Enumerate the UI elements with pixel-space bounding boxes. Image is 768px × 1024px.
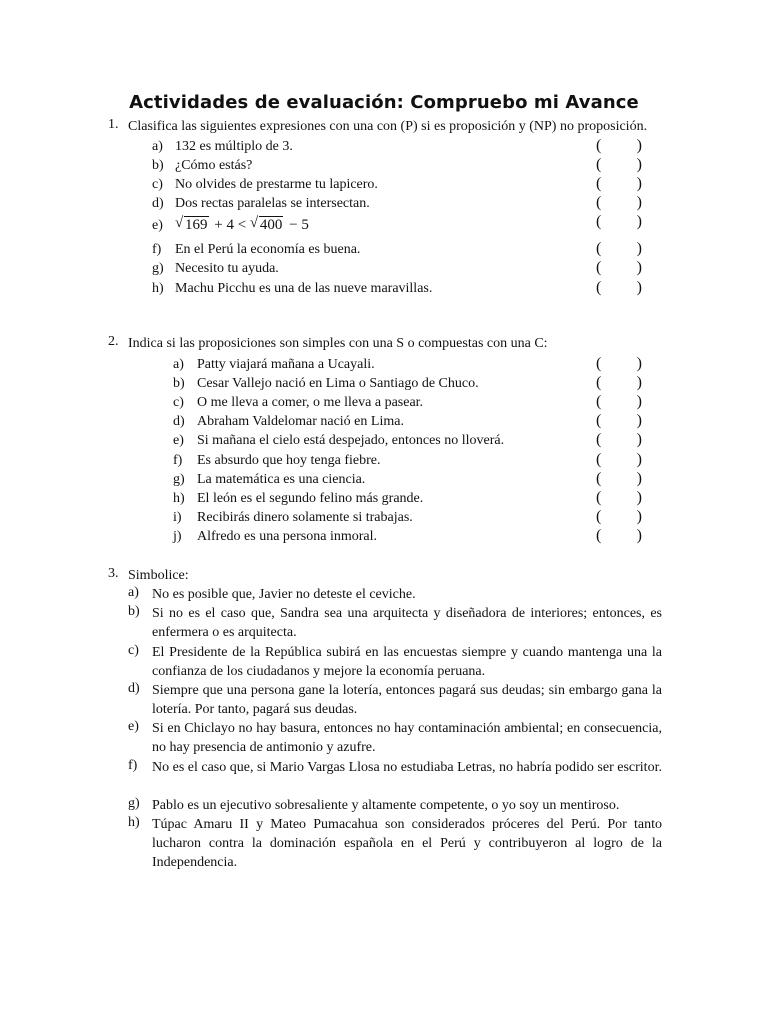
item-letter: d) (152, 196, 164, 211)
paren-open: ( (596, 156, 602, 173)
item-text: Recibirás dinero solamente si trabajas. (197, 510, 413, 525)
paren-close: ) (636, 412, 642, 429)
section-1-item (0, 137, 768, 156)
item-letter: f) (152, 242, 162, 257)
item-text: La matemática es una ciencia. (197, 472, 366, 487)
paren-close: ) (636, 355, 642, 372)
section-2-item (0, 393, 768, 412)
item-text: Alfredo es una persona inmoral. (197, 529, 377, 544)
item-text: Cesar Vallejo nació en Lima o Santiago de Chuco. (197, 376, 479, 391)
item-letter: h) (128, 815, 140, 830)
paren-open: ( (596, 393, 602, 410)
section-1-item (0, 156, 768, 175)
paren-open: ( (596, 374, 602, 391)
answer-parentheses[interactable] (596, 279, 642, 297)
item-text: Es absurdo que hoy tenga fiebre. (197, 453, 381, 468)
item-letter: h) (152, 281, 164, 296)
section-2-item (0, 451, 768, 470)
answer-parentheses[interactable] (596, 489, 642, 507)
paren-close: ) (636, 156, 642, 173)
sqrt-400 (250, 216, 284, 235)
answer-parentheses[interactable] (596, 194, 642, 212)
paren-open: ( (596, 527, 602, 544)
item-letter: i) (173, 510, 182, 525)
item-letter: j) (173, 529, 182, 544)
section-1-item (0, 259, 768, 278)
section-1-item (0, 216, 768, 235)
item-letter: e) (173, 433, 184, 448)
section-3-item-text: Si no es el caso que, Sandra sea una arquitecta y diseñadora de interiores; entonces, es enfermera o es arquitecta. (152, 606, 662, 641)
paren-open: ( (596, 137, 602, 154)
item-letter: a) (128, 585, 139, 600)
answer-parentheses[interactable] (596, 156, 642, 174)
item-text: ¿Cómo estás? (175, 158, 253, 173)
item-text: Patty viajará mañana a Ucayali. (197, 357, 375, 372)
paren-close: ) (636, 470, 642, 487)
paren-open: ( (596, 431, 602, 448)
item-letter: g) (128, 796, 140, 811)
paren-close: ) (636, 194, 642, 211)
paren-close: ) (636, 374, 642, 391)
section-2-item (0, 489, 768, 508)
paren-open: ( (596, 279, 602, 296)
answer-parentheses[interactable] (596, 137, 642, 155)
item-text: No olvides de prestarme tu lapicero. (175, 177, 378, 192)
item-letter: h) (173, 491, 185, 506)
section-2-item (0, 431, 768, 450)
math-mid: + 4 < (214, 217, 247, 233)
paren-open: ( (596, 489, 602, 506)
paren-open: ( (596, 259, 602, 276)
math-end: − 5 (289, 217, 309, 233)
item-letter: e) (152, 218, 163, 233)
answer-parentheses[interactable] (596, 240, 642, 258)
section-3-item-text: Pablo es un ejecutivo sobresaliente y altamente competente, o yo soy un mentiroso. (152, 798, 620, 813)
item-letter: d) (128, 681, 140, 696)
paren-close: ) (636, 393, 642, 410)
item-letter: f) (173, 453, 183, 468)
answer-parentheses[interactable] (596, 470, 642, 488)
paren-close: ) (636, 279, 642, 296)
section-1-item (0, 194, 768, 213)
section-2-number: 2. (108, 334, 119, 349)
paren-close: ) (636, 175, 642, 192)
section-2-instruction: Indica si las proposiciones son simples con una S o compuestas con una C: (128, 336, 548, 351)
item-letter: b) (128, 604, 140, 619)
section-3-item-text: Túpac Amaru II y Mateo Pumacahua son considerados próceres del Perú. Por tanto lucharon contra la dominación española en el Perú y contribuyeron al logro de la Independencia. (152, 817, 662, 871)
sqrt-169 (175, 216, 209, 235)
item-text: 132 es múltiplo de 3. (175, 139, 293, 154)
answer-parentheses[interactable] (596, 508, 642, 526)
radical-icon: √ (175, 215, 184, 231)
paren-close: ) (636, 213, 642, 230)
answer-parentheses[interactable] (596, 393, 642, 411)
section-1-item (0, 240, 768, 259)
paren-close: ) (636, 137, 642, 154)
answer-parentheses[interactable] (596, 412, 642, 430)
item-letter: a) (152, 139, 163, 154)
item-letter: b) (173, 376, 185, 391)
item-letter: g) (152, 261, 164, 276)
radicand: 169 (185, 217, 208, 233)
item-letter: c) (128, 643, 139, 658)
item-text: En el Perú la economía es buena. (175, 242, 361, 257)
paren-close: ) (636, 451, 642, 468)
answer-parentheses[interactable] (596, 431, 642, 449)
section-3-instruction: Simbolice: (128, 568, 189, 583)
paren-open: ( (596, 355, 602, 372)
item-text: Si mañana el cielo está despejado, entonces no lloverá. (197, 433, 505, 448)
answer-parentheses[interactable] (596, 374, 642, 392)
section-3-item-text: No es el caso que, si Mario Vargas Llosa no estudiaba Letras, no habría podido ser escritor. (152, 760, 662, 775)
radicand: 400 (259, 217, 283, 233)
section-1-item (0, 175, 768, 194)
section-2-item (0, 470, 768, 489)
paren-close: ) (636, 508, 642, 525)
paren-close: ) (636, 489, 642, 506)
paren-open: ( (596, 451, 602, 468)
item-text: El león es el segundo felino más grande. (197, 491, 424, 506)
section-2-item (0, 508, 768, 527)
answer-parentheses[interactable] (596, 213, 642, 231)
item-letter: d) (173, 414, 185, 429)
answer-parentheses[interactable] (596, 527, 642, 545)
paren-close: ) (636, 527, 642, 544)
paren-open: ( (596, 213, 602, 230)
item-letter: c) (152, 177, 163, 192)
item-letter: c) (173, 395, 184, 410)
paren-open: ( (596, 470, 602, 487)
item-text: Machu Picchu es una de las nueve maravillas. (175, 281, 433, 296)
section-2-item (0, 355, 768, 374)
item-letter: b) (152, 158, 164, 173)
section-1-instruction: Clasifica las siguientes expresiones con una con (P) si es proposición y (NP) no proposición. (128, 119, 648, 134)
radical-icon: √ (249, 215, 259, 231)
item-letter: a) (173, 357, 184, 372)
item-letter: f) (128, 758, 138, 773)
section-2-item (0, 374, 768, 393)
item-text: Dos rectas paralelas se intersectan. (175, 196, 370, 211)
section-3-item-text: El Presidente de la República subirá en las encuestas siempre y cuando mantenga una la confianza de los ciudadanos y mejore la economía peruana. (152, 645, 662, 680)
section-3-item-text: Si en Chiclayo no hay basura, entonces no hay contaminación ambiental; en consecuencia, no hay presencia de antimonio y azufre. (152, 721, 662, 756)
paren-open: ( (596, 240, 602, 257)
section-2-item (0, 412, 768, 431)
section-1-item (0, 279, 768, 298)
paren-open: ( (596, 508, 602, 525)
answer-parentheses[interactable] (596, 259, 642, 277)
paren-open: ( (596, 194, 602, 211)
item-letter: g) (173, 472, 185, 487)
item-text: O me lleva a comer, o me lleva a pasear. (197, 395, 424, 410)
item-text: Necesito tu ayuda. (175, 261, 279, 276)
item-letter: e) (128, 719, 139, 734)
answer-parentheses[interactable] (596, 451, 642, 469)
section-2-item (0, 527, 768, 546)
answer-parentheses[interactable] (596, 355, 642, 373)
paren-open: ( (596, 412, 602, 429)
section-3-item-text: No es posible que, Javier no deteste el ceviche. (152, 587, 416, 602)
section-1-number: 1. (108, 117, 119, 132)
paren-close: ) (636, 431, 642, 448)
paren-close: ) (636, 259, 642, 276)
answer-parentheses[interactable] (596, 175, 642, 193)
section-3-item-text: Siempre que una persona gane la lotería, entonces pagará sus deudas; sin embargo gana la lotería. Por tanto, pagará sus deudas. (152, 683, 662, 718)
page-title: Actividades de evaluación: Compruebo mi Avance (129, 92, 639, 113)
paren-close: ) (636, 240, 642, 257)
math-inequality (175, 216, 309, 235)
section-3-number: 3. (108, 566, 119, 581)
paren-open: ( (596, 175, 602, 192)
item-text: Abraham Valdelomar nació en Lima. (197, 414, 404, 429)
